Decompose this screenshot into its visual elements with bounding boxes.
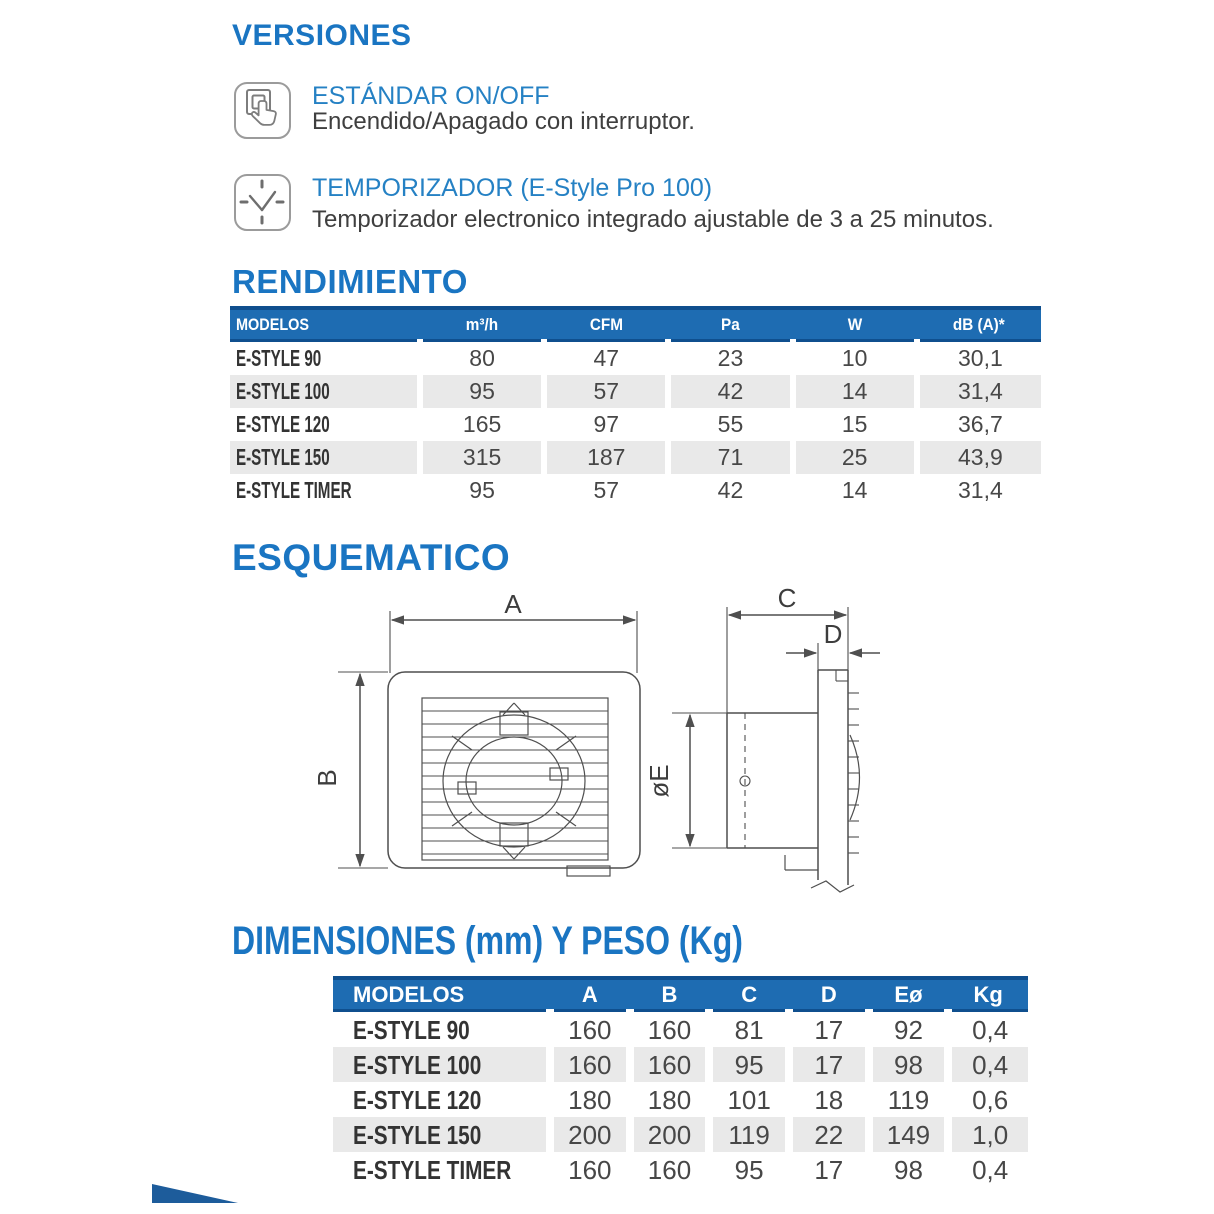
value-cell: 31,4 bbox=[917, 474, 1041, 507]
corner-triangle-decoration bbox=[152, 1184, 238, 1203]
switch-press-icon bbox=[234, 82, 291, 139]
dim-label-b: B bbox=[312, 769, 342, 787]
model-cell: E-STYLE TIMER bbox=[236, 477, 352, 503]
value-cell: 165 bbox=[420, 408, 544, 441]
value-cell: 0,4 bbox=[948, 1152, 1028, 1187]
value-cell: 10 bbox=[793, 341, 917, 376]
table-row bbox=[333, 1152, 1028, 1187]
versiones-heading: VERSIONES bbox=[232, 19, 412, 52]
column-header: Pa bbox=[668, 308, 792, 341]
model-cell: E-STYLE 120 bbox=[353, 1084, 482, 1115]
timer-clock-icon bbox=[234, 174, 291, 231]
value-cell: 0,4 bbox=[948, 1047, 1028, 1082]
timer-clock-icon-glyph bbox=[236, 176, 288, 228]
schematic-drawing bbox=[280, 585, 1000, 915]
dim-label-d: D bbox=[823, 619, 843, 649]
value-cell: 149 bbox=[869, 1117, 949, 1152]
value-cell: 119 bbox=[869, 1082, 949, 1117]
column-header: Kg bbox=[948, 978, 1028, 1011]
value-cell: 160 bbox=[550, 1047, 630, 1082]
value-cell: 160 bbox=[630, 1152, 710, 1187]
model-cell: E-STYLE 100 bbox=[353, 1049, 482, 1080]
value-cell: 18 bbox=[789, 1082, 869, 1117]
model-cell: E-STYLE 120 bbox=[236, 411, 330, 437]
dimension-labels bbox=[312, 585, 842, 798]
value-cell: 17 bbox=[789, 1011, 869, 1048]
value-cell: 160 bbox=[630, 1047, 710, 1082]
value-cell: 47 bbox=[544, 341, 668, 376]
value-cell: 30,1 bbox=[917, 341, 1041, 376]
value-cell: 57 bbox=[544, 375, 668, 408]
dim-label-c: C bbox=[777, 585, 797, 613]
table-row bbox=[230, 474, 1041, 507]
value-cell: 81 bbox=[709, 1011, 789, 1048]
fan-impeller bbox=[443, 703, 585, 859]
column-header: C bbox=[709, 978, 789, 1011]
table-row bbox=[230, 375, 1041, 408]
dim-label-e: øE bbox=[644, 764, 674, 798]
dimensions-table bbox=[333, 976, 1028, 1187]
value-cell: 97 bbox=[544, 408, 668, 441]
value-cell: 22 bbox=[789, 1117, 869, 1152]
value-cell: 200 bbox=[630, 1117, 710, 1152]
value-cell: 200 bbox=[550, 1117, 630, 1152]
value-cell: 92 bbox=[869, 1011, 949, 1048]
column-header: A bbox=[550, 978, 630, 1011]
column-header: m³/h bbox=[420, 308, 544, 341]
value-cell: 71 bbox=[668, 441, 792, 474]
value-cell: 95 bbox=[709, 1047, 789, 1082]
table-row bbox=[230, 408, 1041, 441]
version-description: Temporizador electronico integrado ajustable de 3 a 25 minutos. bbox=[312, 206, 994, 233]
column-header: Eø bbox=[869, 978, 949, 1011]
model-cell: E-STYLE 150 bbox=[353, 1119, 482, 1150]
value-cell: 55 bbox=[668, 408, 792, 441]
value-cell: 36,7 bbox=[917, 408, 1041, 441]
rendimiento-heading: RENDIMIENTO bbox=[232, 263, 468, 300]
value-cell: 98 bbox=[869, 1152, 949, 1187]
value-cell: 1,0 bbox=[948, 1117, 1028, 1152]
model-cell: E-STYLE 90 bbox=[236, 345, 322, 371]
value-cell: 119 bbox=[709, 1117, 789, 1152]
table-row bbox=[333, 1117, 1028, 1152]
value-cell: 160 bbox=[550, 1152, 630, 1187]
value-cell: 180 bbox=[630, 1082, 710, 1117]
version-title: TEMPORIZADOR (E-Style Pro 100) bbox=[312, 174, 713, 202]
column-header: B bbox=[630, 978, 710, 1011]
version-title: ESTÁNDAR ON/OFF bbox=[312, 82, 550, 110]
value-cell: 14 bbox=[793, 375, 917, 408]
column-header: W bbox=[793, 308, 917, 341]
value-cell: 160 bbox=[630, 1011, 710, 1048]
table-row bbox=[333, 1011, 1028, 1048]
column-header: MODELOS bbox=[333, 978, 550, 1011]
side-view bbox=[672, 607, 880, 892]
front-view bbox=[338, 611, 640, 876]
table-row bbox=[230, 341, 1041, 376]
model-cell: E-STYLE 150 bbox=[236, 444, 330, 470]
value-cell: 42 bbox=[668, 375, 792, 408]
value-cell: 101 bbox=[709, 1082, 789, 1117]
table-row bbox=[333, 1047, 1028, 1082]
column-header: MODELOS bbox=[230, 308, 420, 341]
value-cell: 180 bbox=[550, 1082, 630, 1117]
version-description: Encendido/Apagado con interruptor. bbox=[312, 108, 695, 135]
value-cell: 315 bbox=[420, 441, 544, 474]
value-cell: 95 bbox=[709, 1152, 789, 1187]
value-cell: 80 bbox=[420, 341, 544, 376]
esquematico-heading: ESQUEMATICO bbox=[232, 537, 511, 578]
performance-table bbox=[230, 306, 1041, 507]
dimensiones-heading: DIMENSIONES (mm) Y PESO (Kg) bbox=[232, 919, 743, 963]
value-cell: 43,9 bbox=[917, 441, 1041, 474]
dim-label-a: A bbox=[504, 589, 522, 619]
model-cell: E-STYLE 90 bbox=[353, 1014, 470, 1045]
table-row bbox=[230, 441, 1041, 474]
value-cell: 17 bbox=[789, 1047, 869, 1082]
value-cell: 187 bbox=[544, 441, 668, 474]
column-header: CFM bbox=[544, 308, 668, 341]
value-cell: 25 bbox=[793, 441, 917, 474]
switch-press-icon-glyph bbox=[236, 84, 288, 136]
value-cell: 57 bbox=[544, 474, 668, 507]
value-cell: 23 bbox=[668, 341, 792, 376]
value-cell: 95 bbox=[420, 375, 544, 408]
value-cell: 15 bbox=[793, 408, 917, 441]
value-cell: 0,4 bbox=[948, 1011, 1028, 1048]
value-cell: 98 bbox=[869, 1047, 949, 1082]
table-row bbox=[333, 1082, 1028, 1117]
value-cell: 17 bbox=[789, 1152, 869, 1187]
value-cell: 42 bbox=[668, 474, 792, 507]
column-header: dB (A)* bbox=[917, 308, 1041, 341]
model-cell: E-STYLE TIMER bbox=[353, 1154, 512, 1185]
value-cell: 31,4 bbox=[917, 375, 1041, 408]
value-cell: 14 bbox=[793, 474, 917, 507]
value-cell: 0,6 bbox=[948, 1082, 1028, 1117]
value-cell: 160 bbox=[550, 1011, 630, 1048]
column-header: D bbox=[789, 978, 869, 1011]
value-cell: 95 bbox=[420, 474, 544, 507]
model-cell: E-STYLE 100 bbox=[236, 378, 330, 404]
